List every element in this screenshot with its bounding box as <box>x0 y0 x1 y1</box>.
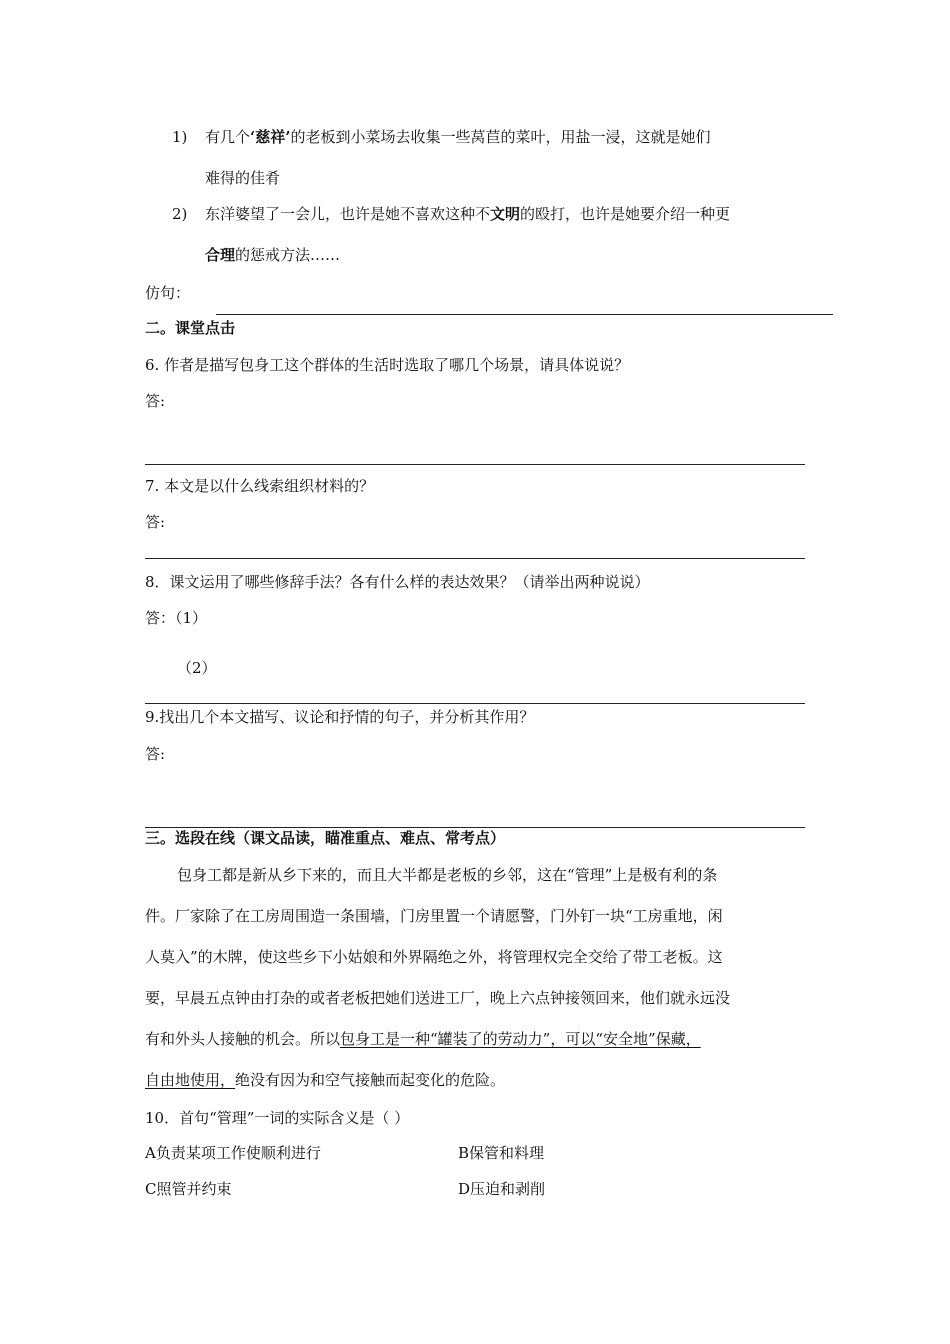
answer-7-line <box>145 558 805 559</box>
item1-line <box>205 127 710 147</box>
answer-6-line <box>145 464 805 465</box>
option-c: C照管并约束 <box>145 1180 232 1198</box>
option-b: B保管和料理 <box>458 1144 545 1162</box>
question-10: 10．首句“管理”一词的实际含义是（ ） <box>145 1109 410 1127</box>
passage-underlined-1: 包身工是一种“罐装了的劳动力”，可以“安全地”保藏， <box>340 1030 701 1048</box>
item2-line <box>205 204 730 224</box>
answer-9-label: 答: <box>145 745 166 763</box>
passage-line-6 <box>145 1070 505 1090</box>
passage-line-5 <box>145 1029 701 1049</box>
passage-underlined-2: 自由地使用， <box>145 1071 236 1089</box>
item1-continuation: 难得的佳肴 <box>205 169 281 187</box>
item2-text-pre: 东洋婆望了一会儿，也许是她不喜欢这种不 <box>205 205 491 223</box>
section3-heading: 三。选段在线（课文品读，瞄准重点、难点、常考点） <box>145 829 506 847</box>
question-7: 7. 本文是以什么线索组织材料的？ <box>145 477 375 495</box>
item2-number: 2) <box>172 205 188 223</box>
answer-7-label: 答: <box>145 513 166 531</box>
item1-text-post: 的老板到小菜场去收集一些莴苣的菜叶，用盐一浸，这就是她们 <box>290 128 711 146</box>
passage-line-6-text: 绝没有因为和空气接触而起变化的危险。 <box>235 1071 506 1089</box>
passage-line-2: 件。厂家除了在工房周围造一条围墙，门房里置一个请愿警，门外钉一块“工房重地，闲 <box>145 907 723 925</box>
passage-line-4: 要，早晨五点钟由打杂的或者老板把她们送进工厂，晚上六点钟接领回来，他们就永远没 <box>145 989 731 1007</box>
item2-cont-text: 的惩戒方法…… <box>235 246 341 264</box>
item2-continuation <box>205 245 340 265</box>
question-8: 8．课文运用了哪些修辞手法？各有什么样的表达效果？（请举出两种说说） <box>145 573 650 591</box>
imitate-answer-line <box>216 314 833 315</box>
answer-8-line <box>145 703 805 704</box>
imitate-label: 仿句： <box>145 284 191 302</box>
answer-8-part1: 答：（1） <box>145 609 208 627</box>
item1-number: 1) <box>172 128 188 146</box>
item2-text-post: 的殴打，也许是她要介绍一种更 <box>520 205 731 223</box>
passage-line-1: 包身工都是新从乡下来的，而且大半都是老板的乡邻，这在“管理”上是极有利的条 <box>177 866 718 884</box>
question-9: 9.找出几个本文描写、议论和抒情的句子，并分析其作用？ <box>145 708 535 726</box>
answer-8-part2: （2） <box>177 659 217 677</box>
item1-text-pre: 有几个 <box>205 128 251 146</box>
item2-cont-bold: 合理 <box>205 246 236 264</box>
passage-line-5-text: 有和外头人接触的机会。所以 <box>145 1030 341 1048</box>
item1-text-bold: ‘慈祥’ <box>250 128 291 146</box>
section2-heading: 二。课堂点击 <box>145 319 236 337</box>
question-6: 6. 作者是描写包身工这个群体的生活时选取了哪几个场景，请具体说说？ <box>145 356 630 374</box>
option-a: A负责某项工作使顺利进行 <box>145 1144 321 1162</box>
passage-line-3: 人莫入”的木牌，使这些乡下小姑娘和外界隔绝之外，将管理权完全交给了带工老板。这 <box>145 948 723 966</box>
item2-text-bold: 文明 <box>490 205 521 223</box>
option-d: D压迫和剥削 <box>458 1180 546 1198</box>
answer-6-label: 答: <box>145 392 166 410</box>
